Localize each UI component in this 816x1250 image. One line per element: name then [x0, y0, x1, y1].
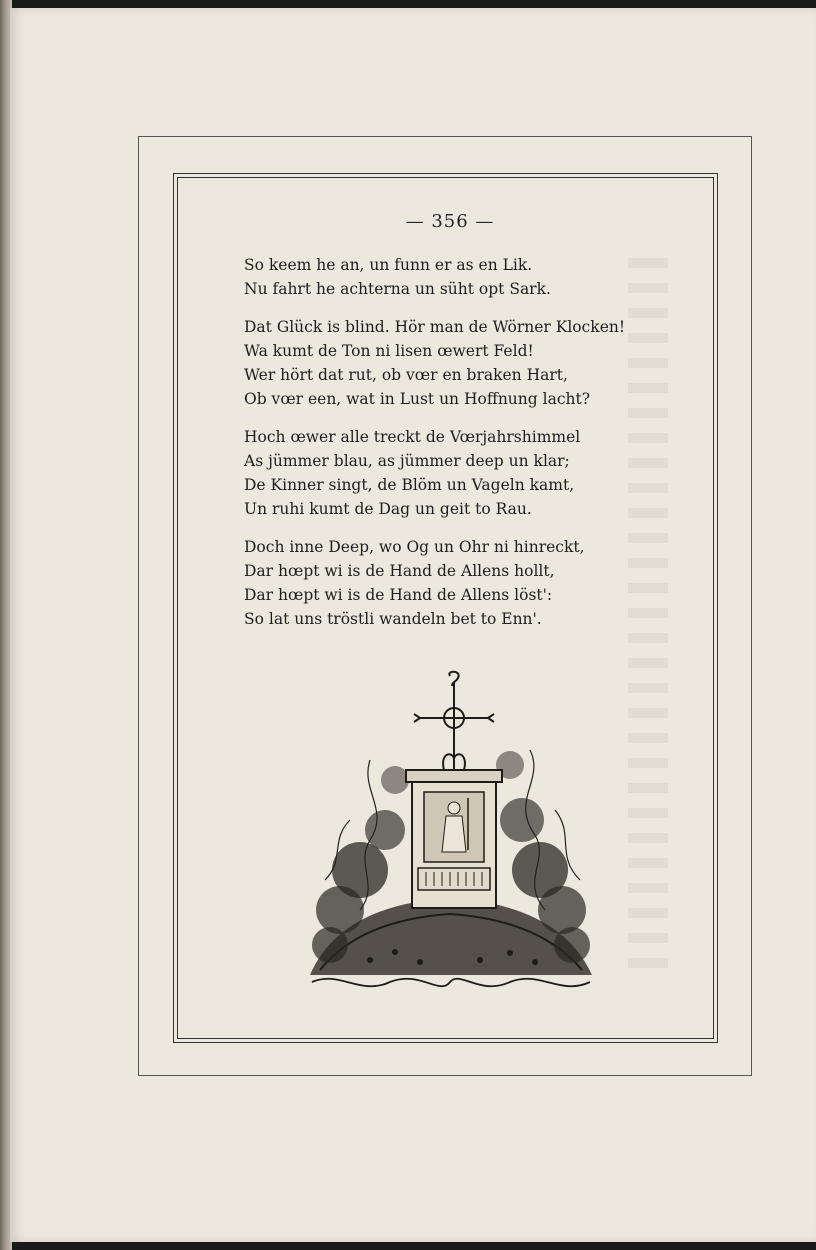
poem-line: As jümmer blau, as jümmer deep un klar; [244, 452, 570, 470]
stanza-4 [244, 535, 684, 631]
poem-line: Un ruhi kumt de Dag un geit to Rau. [244, 500, 532, 518]
poem-line: Doch inne Deep, wo Og un Ohr ni hinreckt, [244, 538, 585, 556]
poem-line: Dar hœpt wi is de Hand de Allens hollt, [244, 562, 555, 580]
poem-line: So keem he an, un funn er as en Lik. [244, 256, 533, 274]
stanza-3 [244, 425, 684, 521]
poem-text [244, 253, 684, 645]
poem-line: Ob vœr een, wat in Lust un Hoffnung lacht? [244, 390, 591, 408]
grave-shrine-engraving [300, 670, 600, 1000]
poem-line: Wa kumt de Ton ni lisen œwert Feld! [244, 342, 534, 360]
poem-line: Dat Glück is blind. Hör man de Wörner Klocken! [244, 318, 626, 336]
stanza-1 [244, 253, 684, 301]
page-paper [10, 8, 816, 1242]
poem-line: Wer hört dat rut, ob vœr en braken Hart, [244, 366, 568, 384]
poem-line: Nu fahrt he achterna un süht opt Sark. [244, 280, 551, 298]
poem-line: Hoch œwer alle treckt de Vœrjahrshimmel [244, 428, 581, 446]
page-number: — 356 — [405, 211, 495, 232]
stanza-2 [244, 315, 684, 411]
poem-line: So lat uns tröstli wandeln bet to Enn'. [244, 610, 542, 628]
poem-line: Dar hœpt wi is de Hand de Allens löst': [244, 586, 553, 604]
poem-line: De Kinner singt, de Blöm un Vageln kamt, [244, 476, 575, 494]
